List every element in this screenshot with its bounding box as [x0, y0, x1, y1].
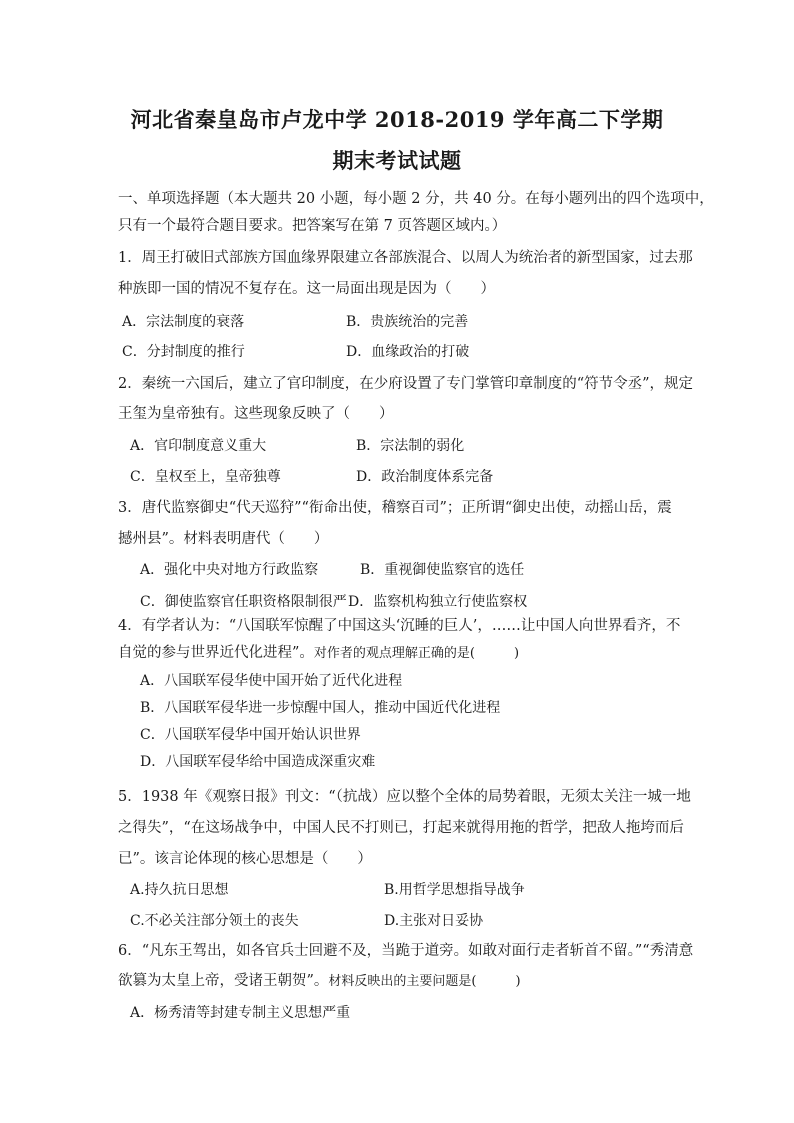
- question-5-option-a: A.持久抗日思想: [130, 882, 229, 898]
- exam-subtitle: 期末考试试题: [332, 148, 462, 173]
- question-1-stem-line-2: 种族即一国的情况不复存在。这一局面出现是因为（ ）: [118, 281, 495, 297]
- question-3-option-b: B．重视御使监察官的选任: [360, 562, 525, 578]
- question-4-option-b: B．八国联军侵华进一步惊醒中国人，推动中国近代化进程: [140, 700, 501, 716]
- question-5-option-d: D.主张对日妥协: [384, 913, 484, 929]
- question-1-stem-line-1: 1．周王打破旧式部族方国血缘界限建立各部族混合、以周人为统治者的新型国家，过去那: [118, 250, 693, 266]
- question-5-stem-line-1: 5．1938 年《观察日报》刊文：“（抗战）应以整个全体的局势着眼，无须太关注一城一地: [118, 789, 691, 805]
- question-2-option-b: B．宗法制的弱化: [356, 438, 465, 454]
- question-5-stem-line-3: 已”。该言论体现的核心思想是（ ）: [118, 851, 372, 867]
- question-3-stem-line-1: 3．唐代监察御史“代天巡狩”“衔命出使，稽察百司”；正所谓“御史出使，动摇山岳，震: [118, 500, 672, 516]
- question-2-option-a: A．官印制度意义重大: [130, 438, 267, 454]
- question-6-stem-line-2: [118, 971, 678, 992]
- question-4-option-c: C．八国联军侵华中国开始认识世界: [140, 727, 361, 743]
- question-1-option-d: D．血缘政治的打破: [346, 344, 470, 360]
- question-2-option-c: C．皇权至上，皇帝独尊: [130, 469, 281, 485]
- question-4-stem-line-1: 4．有学者认为：“八国联军惊醒了中国这头‘沉睡的巨人’，……让中国人向世界看齐，不: [118, 618, 681, 634]
- exam-title: 河北省秦皇岛市卢龙中学 2018-2019 学年高二下学期: [130, 107, 664, 132]
- question-4-stem-quote: 自觉的参与世界近代化进程”。: [118, 645, 314, 661]
- question-3-option-a: A．强化中央对地方行政监察: [140, 562, 319, 578]
- question-2-stem-line-1: 2．秦统一六国后，建立了官印制度，在少府设置了专门掌管印章制度的“符节令丞”，规定: [118, 376, 694, 392]
- question-4-option-a: A．八国联军侵华使中国开始了近代化进程: [140, 673, 403, 689]
- question-6-stem-line-1: 6．“凡东王驾出，如各官兵士回避不及，当跪于道旁。如敢对面行走者斩首不留。”“秀清意: [118, 943, 694, 959]
- question-4-stem-prompt: 对作者的观点理解正确的是( ): [313, 646, 520, 661]
- question-4-stem-line-2: [118, 643, 678, 664]
- section-instructions-line-2: 只有一个最符合题目要求。把答案写在第 7 页答题区域内。）: [118, 218, 507, 234]
- question-6-option-a: A．杨秀清等封建专制主义思想严重: [130, 1005, 351, 1021]
- question-3-option-d: D．监察机构独立行使监察权: [348, 594, 528, 610]
- question-3-option-c: C．御使监察官任职资格限制很严: [140, 594, 347, 610]
- question-6-stem-quote: 欲篡为太皇上帝，受诸王朝贺”。: [118, 973, 329, 989]
- question-5-option-c: C.不必关注部分领土的丧失: [130, 913, 299, 929]
- question-2-option-d: D．政治制度体系完备: [356, 469, 494, 485]
- question-6-stem-prompt: 材料反映出的主要问题是( ): [328, 974, 521, 989]
- question-3-stem-line-2: 撼州县”。材料表明唐代（ ）: [118, 531, 329, 547]
- question-1-option-c: C．分封制度的推行: [122, 344, 245, 360]
- question-2-stem-line-2: 王玺为皇帝独有。这些现象反映了（ ）: [118, 406, 394, 422]
- question-1-option-a: A．宗法制度的衰落: [122, 314, 245, 330]
- section-instructions-line-1: 一、单项选择题（本大题共 20 小题，每小题 2 分，共 40 分。在每小题列出的四个选项中，: [118, 191, 714, 207]
- question-5-stem-line-2: 之得失”，“在这场战争中，中国人民不打则已，打起来就得用拖的哲学，把敌人拖垮而后: [118, 820, 684, 836]
- question-1-option-b: B．贵族统治的完善: [346, 314, 469, 330]
- question-4-option-d: D．八国联军侵华给中国造成深重灾难: [140, 754, 376, 770]
- question-5-option-b: B.用哲学思想指导战争: [384, 882, 525, 898]
